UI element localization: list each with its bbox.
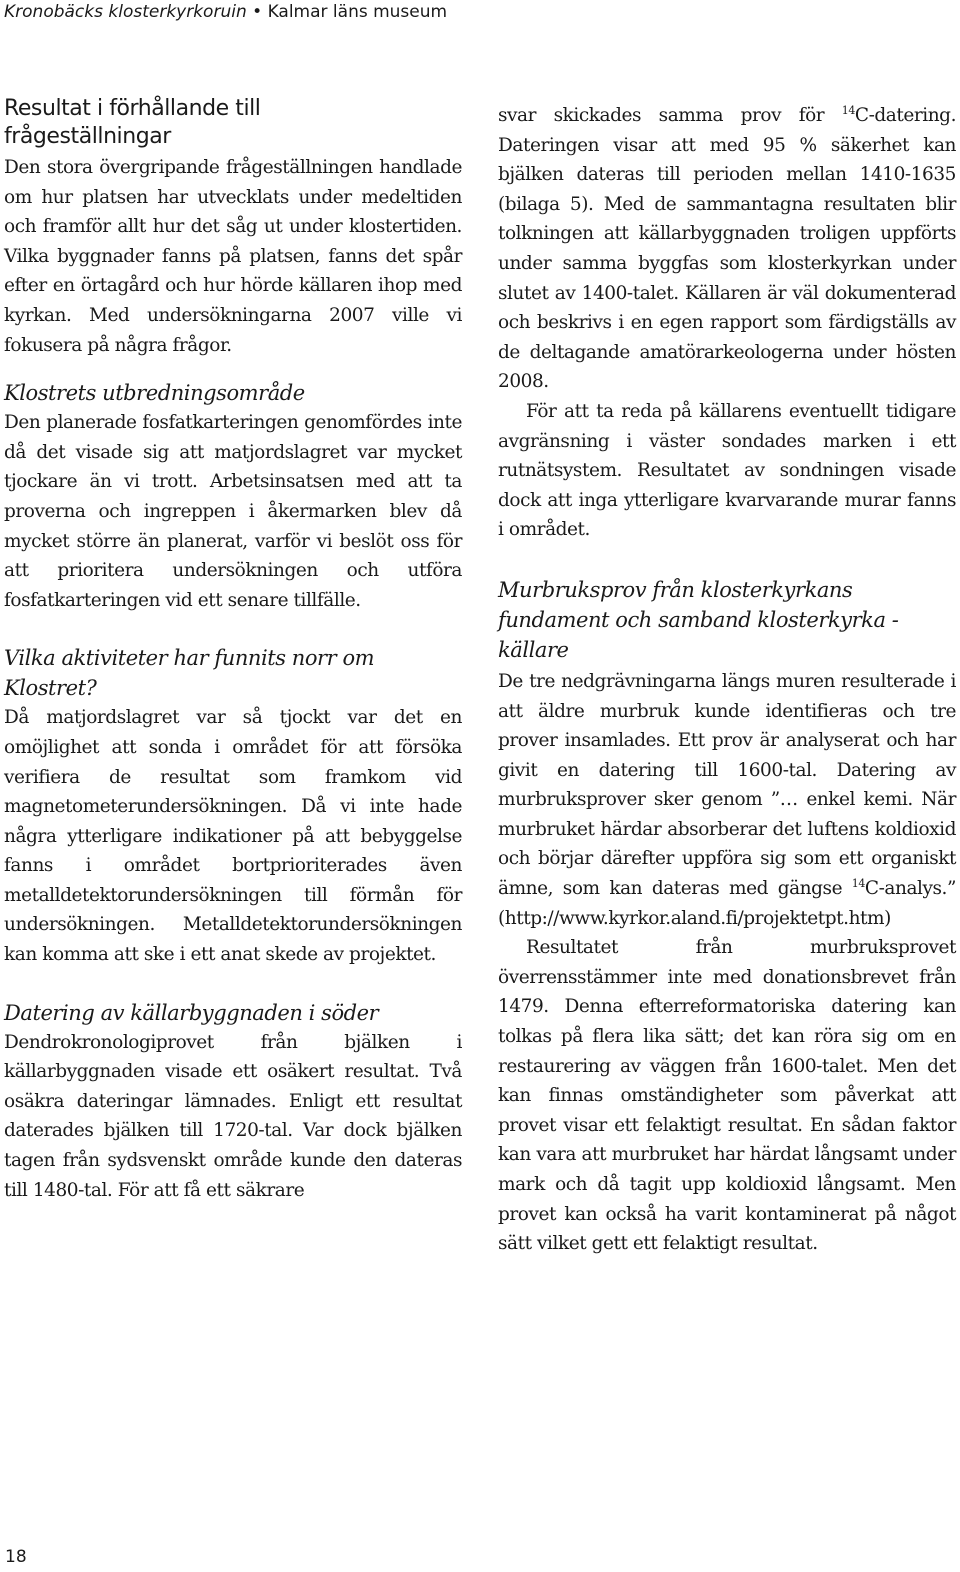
mortar-paragraph <box>498 667 956 933</box>
left-column <box>4 95 462 1205</box>
page-number: 18 <box>5 1547 27 1567</box>
results-paragraph: Den stora övergripande frågeställningen handlade om hur platsen har utvecklats under medeltiden och framför allt hur det såg ut under klostertiden. Vilka byggnader fanns på platsen, fanns det spår efter en örtagård och hur hörde källaren ihop med kyrkan. Med undersökningarna 2007 ville vi fokusera på några frågor. <box>4 157 462 356</box>
running-header <box>4 2 447 22</box>
dating-paragraph: Dendrokronologiprovet från bjälken i källarbyggnaden visade ett osäkert resultat. Två osäkra dateringar lämnades. Enligt ett resultat daterades bjälken till 1720-tal. Var dock bjälken tagen från sydsvenskt område kunde den dateras till 1480-tal. För att få ett säkrare <box>4 1031 462 1201</box>
mortar-text-a: De tre nedgrävningarna längs muren resulterade i att äldre murbruk kunde identifieras och tre prover insamlades. Ett prov är analyserat och har givit en datering till 1600-tal. Datering av murbruksprover sker genom ”… enkel kemi. När murbruket härdar absorberar det luftens koldioxid och börjar därefter uppföra sig som ett organiskt ämne, som kan dateras med gängse <box>498 670 956 900</box>
area-paragraph: Den planerade fosfatkarteringen genomfördes inte då det visade sig att matjordslagret var mycket tjockare än vi trott. Arbetsinsatsen med att ta proverna och ingreppen i åkermarken blev då mycket större än planerat, varför vi beslöt oss för att prioritera undersökningen och utföra fosfatkarteringen vid ett senare tillfälle. <box>4 412 462 611</box>
header-publisher: Kalmar läns museum <box>267 2 448 22</box>
dating-cont-text-b: C-datering. Dateringen visar att med 95 % säkerhet kan bjälken dateras till perioden mellan 1410-1635 (bilaga 5). Med de sammantagna resultaten blir tolkningen att källarbyggnaden troligen uppförts under samma byggfas som klosterkyrkan under slutet av 1400-talet. Källaren är väl dokumenterad och beskrivs i en egen rapport som färdigställs av de deltagande amatörarkeologerna under hösten 2008. <box>498 105 956 393</box>
header-title: Kronobäcks klosterkyrkoruin <box>4 2 247 22</box>
c14-superscript-2: 14 <box>851 876 865 890</box>
right-column <box>498 101 956 1259</box>
area-heading: Klostrets utbredningsområde <box>4 381 305 406</box>
dating-continued-paragraph <box>498 101 956 397</box>
mortar-text-b: C-analys.” (http://www.kyrkor.aland.fi/projektetpt.htm) <box>498 878 956 929</box>
dating-continued-paragraph-2: För att ta reda på källarens eventuellt tidigare avgränsning i väster sondades marken i ett rutnätsystem. Resultatet av sondningen visade dock att inga ytterligare kvarvarande murar fanns i området. <box>498 400 956 541</box>
c14-superscript: 14 <box>841 103 855 117</box>
dating-cont-text-a: svar skickades samma prov för <box>498 105 842 126</box>
activities-paragraph: Då matjordslagret var så tjockt var det en omöjlighet att sonda i området för att försöka verifiera de resultat som framkom vid magnetometerundersökningen. Då vi inte hade några ytterligare indikationer på att bebyggelse fanns i området bortprioriterades även metalldetektorundersökningen till förmån för undersökningen. Metalldetektorundersökningen kan komma att ske i ett anat skede av projektet. <box>4 707 462 966</box>
results-heading: Resultat i förhållande till frågeställningar <box>4 96 261 149</box>
activities-heading: Vilka aktiviteter har funnits norr om Klostret? <box>4 646 375 701</box>
mortar-paragraph-2: Resultatet från murbruksprovet överrensstämmer inte med donationsbrevet från 1479. Denna efterreformatoriska datering kan tolkas på flera lika sätt; det kan röra sig om en restaurering av väggen från 1600-talet. Men det kan finnas omständigheter som påverkat att provet visar ett felaktigt resultat. En sådan faktor kan vara att murbruket har härdat långsamt under mark och då tagit upp koldioxid långsamt. Men provet kan också ha varit kontaminerat på något sätt vilket gett ett felaktigt resultat. <box>498 937 956 1255</box>
mortar-heading: Murbruksprov från klosterkyrkans fundament och samband klosterkyrka - källare <box>498 577 899 662</box>
header-bullet: • <box>246 2 268 22</box>
dating-heading: Datering av källarbyggnaden i söder <box>4 1000 379 1025</box>
